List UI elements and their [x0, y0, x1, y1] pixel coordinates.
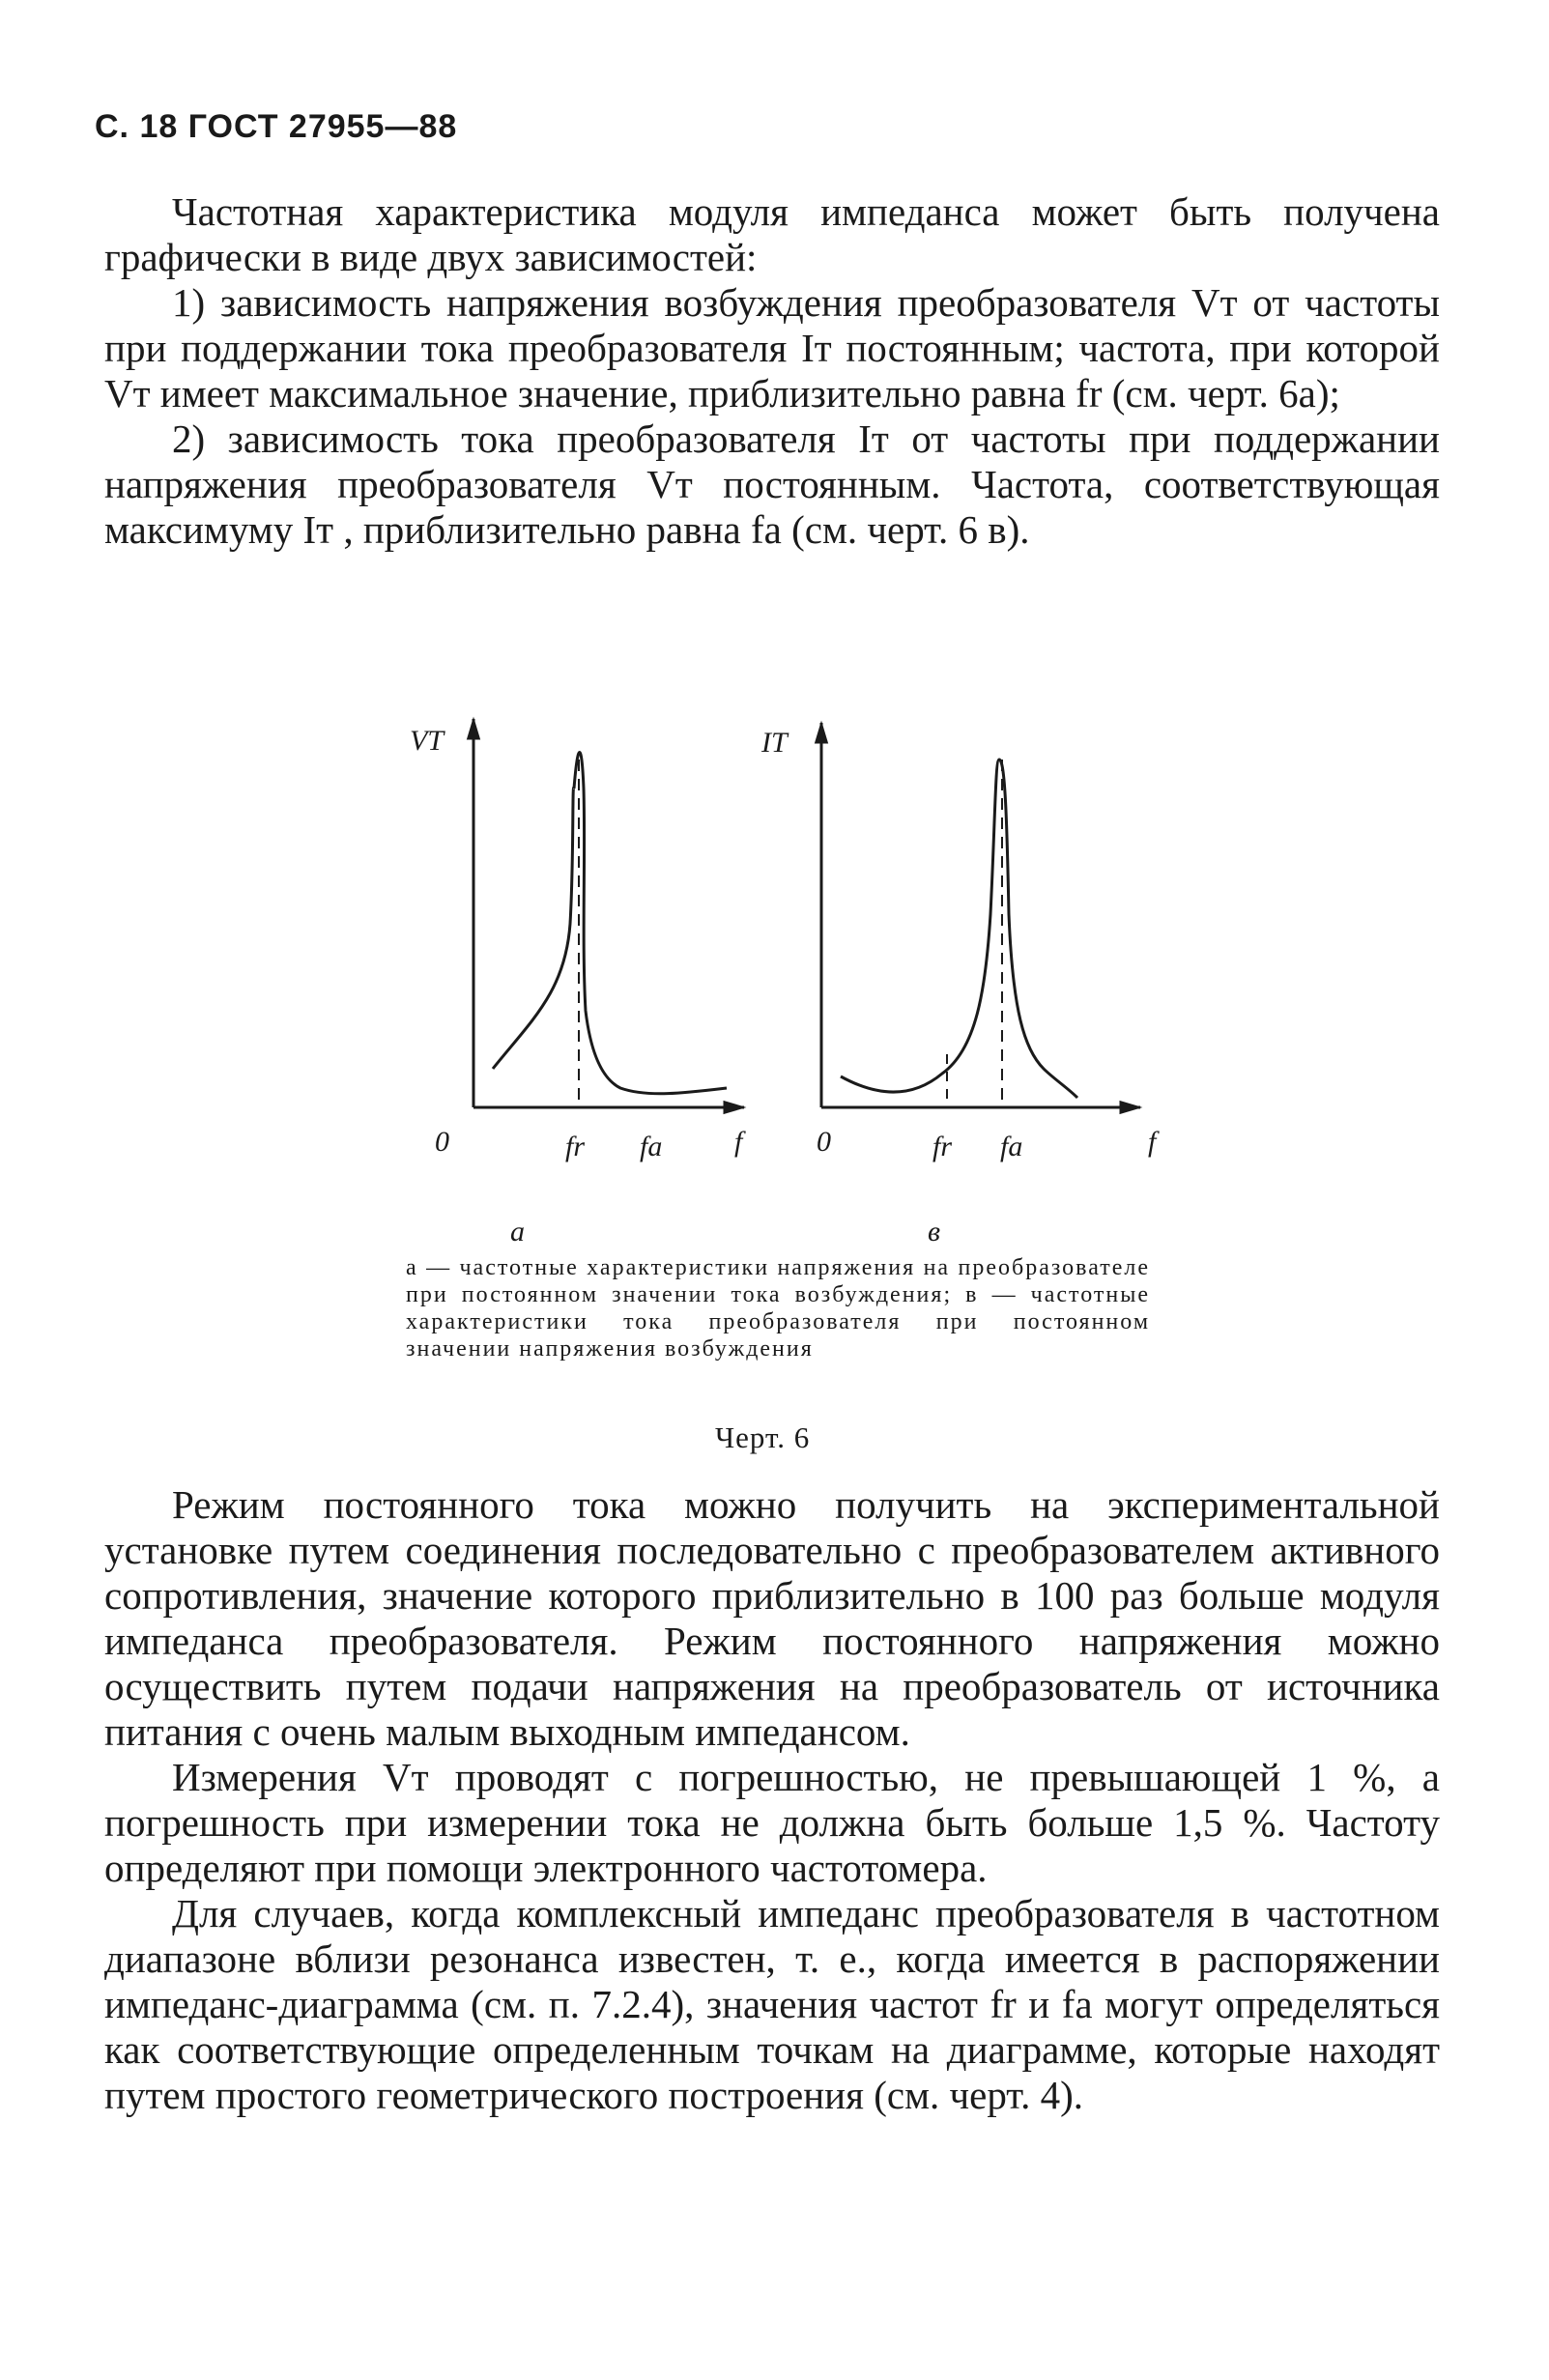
figure-chert-6 [367, 702, 1179, 1185]
right-plot [821, 723, 1140, 1107]
left-fa-label: fa [640, 1131, 663, 1162]
page-header: С. 18 ГОСТ 27955—88 [95, 108, 458, 145]
paragraph-current-mode: Режим постоянного тока можно получить на экспериментальной установке путем соединения последовательно с преобразователем активного сопротивления, значение которого приблизительно в 100 раз больше модуля импеданса преобразователя. Режим постоянного напряжения можно осуществить путем подачи напряжения на преобразователь от источника питания с очень малым выходным импедансом. [104, 1482, 1440, 1754]
paragraph-measurements: Измерения Vт проводят с погрешностью, не превышающей 1 %, а погрешность при измерении тока не должна быть больше 1,5 %. Частоту определяют при помощи электронного частотомера. [104, 1755, 1440, 1890]
paragraph-intro: Частотная характеристика модуля импеданса может быть получена графически в виде двух зависимостей: [104, 189, 1440, 279]
body-text [104, 1482, 1440, 2118]
figure-letter-b: в [928, 1216, 941, 1247]
left-y-label: VT [410, 725, 445, 757]
left-fr-label: fr [565, 1131, 586, 1162]
paragraph-item-1: 1) зависимость напряжения возбуждения преобразователя Vт от частоты при поддержании тока преобразователя Iт постоянным; частота, при которой Vт имеет максимальное значение, приблизительно равна fr (см. черт. 6а); [104, 280, 1440, 416]
paragraph-item-2: 2) зависимость тока преобразователя Iт от частоты при поддержании напряжения преобразователя Vт постоянным. Частота, соответствующая максимуму Iт , приблизительно равна fa (см. черт. 6 в). [104, 416, 1440, 552]
figure-caption: а — частотные характеристики напряжения на преобразователе при постоянном значении тока возбуждения; в — частотные характеристики тока преобразователя при постоянном значении напряжения возбуждения [406, 1255, 1150, 1362]
figure-number: Черт. 6 [715, 1420, 811, 1454]
left-x-label: f [734, 1126, 743, 1158]
paragraph-impedance-diagram: Для случаев, когда комплексный импеданс преобразователя в частотном диапазоне вблизи резонанса известен, т. е., когда имеется в распоряжении импеданс-диаграмма (см. п. 7.2.4), значения частот fr и fa могут определяться как соответствующие определенным точкам на диаграмме, которые находят путем простого геометрического построения (см. черт. 4). [104, 1891, 1440, 2117]
left-plot [473, 719, 744, 1107]
right-origin-label: 0 [817, 1126, 831, 1158]
left-resonance-curve [493, 753, 727, 1094]
right-fr-label: fr [932, 1131, 953, 1162]
intro-text [104, 189, 1440, 553]
figure-letter-a: а [510, 1216, 525, 1247]
right-x-label: f [1148, 1126, 1157, 1158]
right-y-label: IT [761, 727, 788, 759]
left-origin-label: 0 [435, 1126, 449, 1158]
right-fa-label: fa [1000, 1131, 1023, 1162]
right-resonance-curve [841, 760, 1077, 1098]
